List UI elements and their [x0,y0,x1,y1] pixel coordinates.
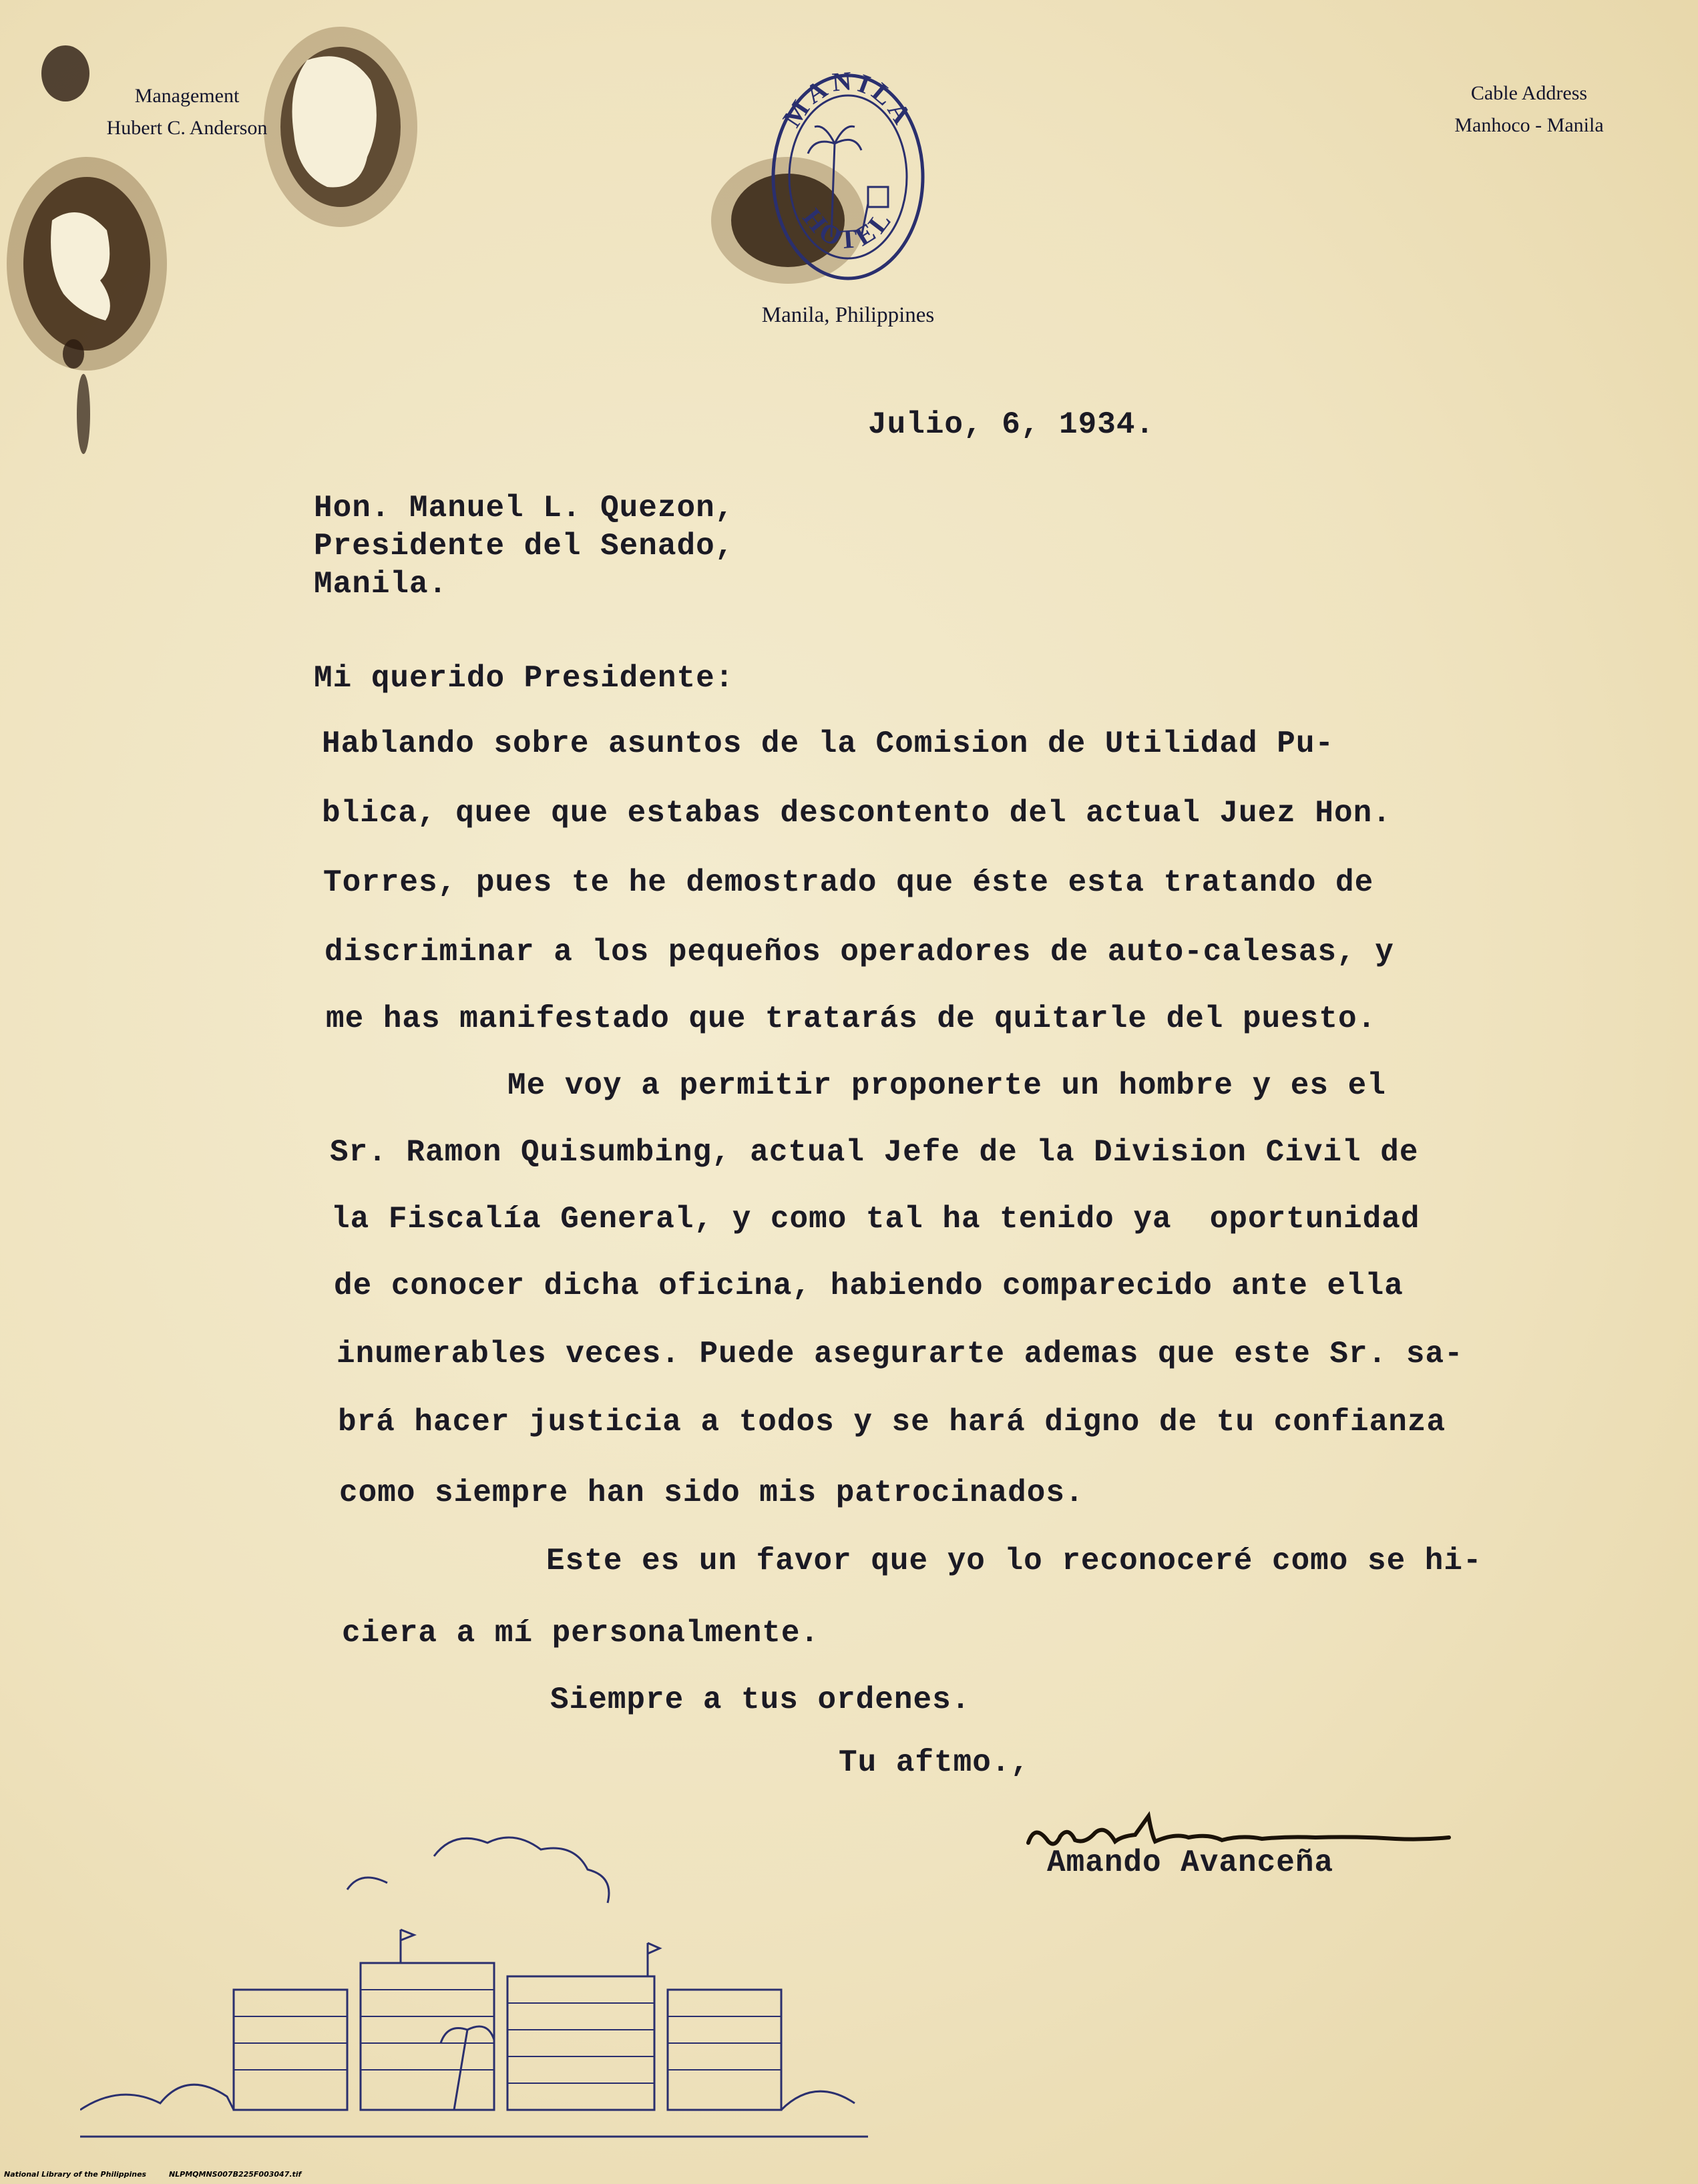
body-line: brá hacer justicia a todos y se hará digno de tu confianza [338,1405,1446,1440]
hotel-seal [768,70,928,284]
body-line: Hablando sobre asuntos de la Comision de Utilidad Pu- [322,726,1335,761]
salutation: Mi querido Presidente: [314,661,734,696]
body-line: ciera a mí personalmente. [342,1616,820,1651]
body-line: la Fiscalía General, y como tal ha tenido ya oportunidad [331,1202,1420,1237]
letter-date: Julio, 6, 1934. [868,407,1155,442]
cable-label: Cable Address [1470,82,1588,104]
seal-bottom-text: HOTEL [797,202,899,255]
letterhead-location: Manila, Philippines [761,303,935,327]
management-label: Management [134,85,240,107]
management-block [67,80,307,144]
manager-name: Hubert C. Anderson [106,117,268,139]
body-line: Me voy a permitir proponerte un hombre y es el [507,1068,1386,1103]
body-line: Este es un favor que yo lo reconoceré como se hi- [546,1544,1482,1578]
body-line: como siempre han sido mis patrocinados. [339,1476,1084,1510]
archive-footer [4,2170,321,2179]
body-line: Siempre a tus ordenes. [550,1683,971,1717]
file-id: NLPMQMNS007B225F003047.tif [168,2170,302,2179]
body-line: inumerables veces. Puede asegurarte ademas que este Sr. sa- [337,1337,1464,1371]
body-line: me has manifestado que tratarás de quitarle del puesto. [326,1002,1377,1036]
recipient-line: Manila. [314,567,448,602]
archive-name: National Library of the Philippines [4,2170,147,2179]
body-line: blica, quee que estabas descontento del actual Juez Hon. [322,796,1392,831]
seal-top-text: MANILA [776,70,920,133]
recipient-line: Hon. Manuel L. Quezon, [314,491,734,525]
body-line: Torres, pues te he demostrado que éste esta tratando de [323,865,1374,900]
closing: Tu aftmo., [839,1745,1030,1780]
recipient-line: Presidente del Senado, [314,529,734,564]
signature-name: Amando Avanceña [1047,1845,1334,1880]
cable-address-block [1416,77,1643,142]
cable-address: Manhoco - Manila [1454,114,1604,136]
body-line: de conocer dicha oficina, habiendo comparecido ante ella [334,1269,1404,1303]
hotel-illustration [80,1829,868,2163]
body-line: Sr. Ramon Quisumbing, actual Jefe de la Division Civil de [330,1135,1419,1170]
body-line: discriminar a los pequeños operadores de auto-calesas, y [325,935,1394,969]
